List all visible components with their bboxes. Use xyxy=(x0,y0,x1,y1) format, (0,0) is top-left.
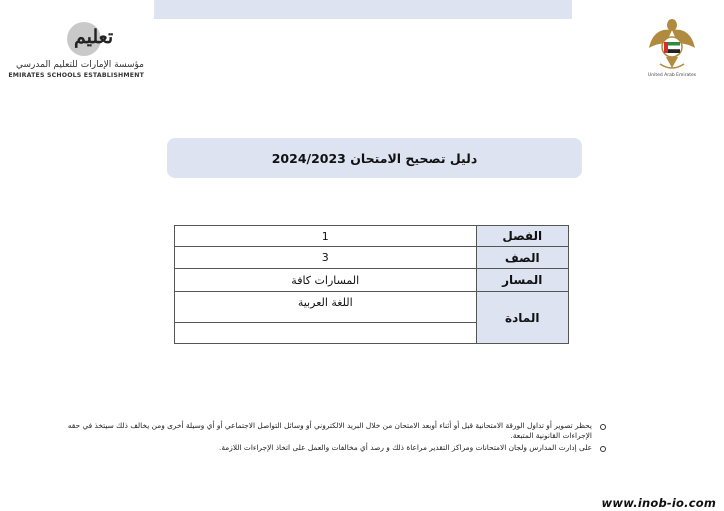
logo-arabic-word: تعليم xyxy=(74,26,114,48)
row-value: 3 xyxy=(175,247,477,269)
row-label: الفصل xyxy=(476,226,568,247)
table-row xyxy=(175,226,569,247)
top-banner xyxy=(154,0,572,19)
row-label: المسار xyxy=(476,269,568,292)
row-value: اللغة العربية xyxy=(175,292,477,323)
list-item xyxy=(46,443,606,453)
row-value: المسارات كافة xyxy=(175,269,477,292)
row-value: 1 xyxy=(175,226,477,247)
falcon-emblem-icon xyxy=(646,16,698,72)
watermark: www.inob-io.com xyxy=(601,496,716,510)
page-title: دليل تصحيح الامتحان 2024/2023 xyxy=(167,138,582,178)
note-text: على إدارت المدارس ولجان الامتحانات ومراكز التقدير مراعاة ذلك و رصد أي مخالفات والعمل على اتخاذ الإجراءات اللازمة. xyxy=(218,443,592,452)
ese-logo xyxy=(8,20,150,82)
list-item xyxy=(46,421,606,441)
table-row xyxy=(175,269,569,292)
empty-cell xyxy=(175,323,477,344)
row-label: الصف xyxy=(476,247,568,269)
emblem-caption: United Arab Emirates xyxy=(647,73,697,78)
bullet-icon xyxy=(600,446,606,452)
row-label: المادة xyxy=(476,292,568,344)
uae-emblem xyxy=(646,16,698,84)
exam-info-table xyxy=(174,225,569,344)
logo-arabic-name: مؤسسة الإمارات للتعليم المدرسي xyxy=(16,60,144,70)
note-text: يحظر تصوير أو تداول الورقة الامتحانية قبل أو أثناء أوبعد الامتحان من خلال البريد الالكتروني أو وسائل التواصل الاجتماعي أو أي وسيلة أخرى ومن يخالف ذلك سيتخذ في حقه الإجراءات القانونية المتبعة. xyxy=(67,421,592,440)
logo-english-name: EMIRATES SCHOOLS ESTABLISHMENT xyxy=(8,72,144,79)
table-row xyxy=(175,247,569,269)
bullet-icon xyxy=(600,424,606,430)
table-row xyxy=(175,292,569,323)
notes-list xyxy=(46,421,606,455)
